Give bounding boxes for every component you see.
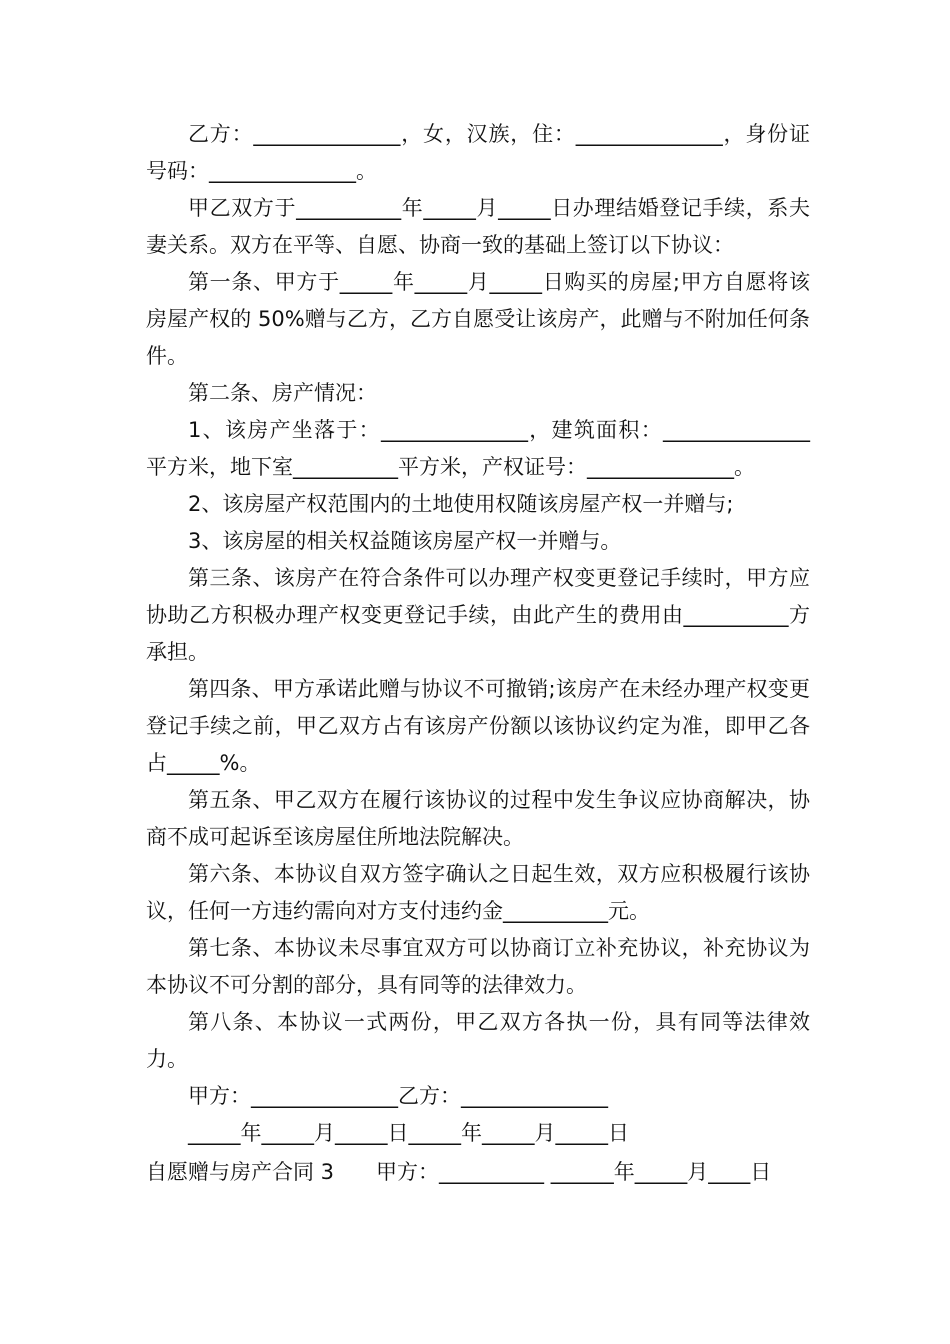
- signature-line: 甲方：______________乙方：______________: [188, 1084, 608, 1108]
- article-4: 第四条、甲方承诺此赠与协议不可撤销;该房产在未经办理产权变更登记手续之前，甲乙双方占有该房产份额以该协议约定为准，即甲乙各占_____%。: [146, 677, 810, 775]
- document-body: [146, 116, 810, 1152]
- marriage-statement: 甲乙双方于__________年_____月_____日办理结婚登记手续，系夫妻关系。双方在平等、自愿、协商一致的基础上签订以下协议：: [146, 196, 810, 257]
- date-line: _____年_____月_____日_____年_____月_____日: [188, 1121, 629, 1145]
- article-7: 第七条、本协议未尽事宜双方可以协商订立补充协议，补充协议为本协议不可分割的部分，具有同等的法律效力。: [146, 936, 810, 997]
- next-contract-heading: 自愿赠与房产合同 3 甲方：__________ ______年_____月____日: [146, 1160, 772, 1184]
- article-8: 第八条、本协议一式两份，甲乙双方各执一份，具有同等法律效力。: [146, 1010, 810, 1071]
- article-2-item-3: 3、该房屋的相关权益随该房屋产权一并赠与。: [188, 529, 622, 553]
- article-5: 第五条、甲乙双方在履行该协议的过程中发生争议应协商解决，协商不成可起诉至该房屋住所地法院解决。: [146, 788, 810, 849]
- article-2-heading: 第二条、房产情况：: [188, 381, 377, 405]
- article-1: 第一条、甲方于_____年_____月_____日购买的房屋;甲方自愿将该房屋产权的 50%赠与乙方，乙方自愿受让该房产，此赠与不附加任何条件。: [146, 270, 810, 368]
- party-b-info: 乙方：______________，女，汉族，住：______________，身份证号码：______________。: [146, 122, 810, 183]
- article-3: 第三条、该房产在符合条件可以办理产权变更登记手续时，甲方应协助乙方积极办理产权变更登记手续，由此产生的费用由__________方承担。: [146, 566, 810, 664]
- article-2-item-2: 2、该房屋产权范围内的土地使用权随该房屋产权一并赠与;: [188, 492, 734, 516]
- article-6: 第六条、本协议自双方签字确认之日起生效，双方应积极履行该协议，任何一方违约需向对方支付违约金__________元。: [146, 862, 810, 923]
- article-2-item-1: 1、该房产坐落于：______________，建筑面积：______________平方米，地下室__________平方米，产权证号：______________。: [146, 418, 810, 479]
